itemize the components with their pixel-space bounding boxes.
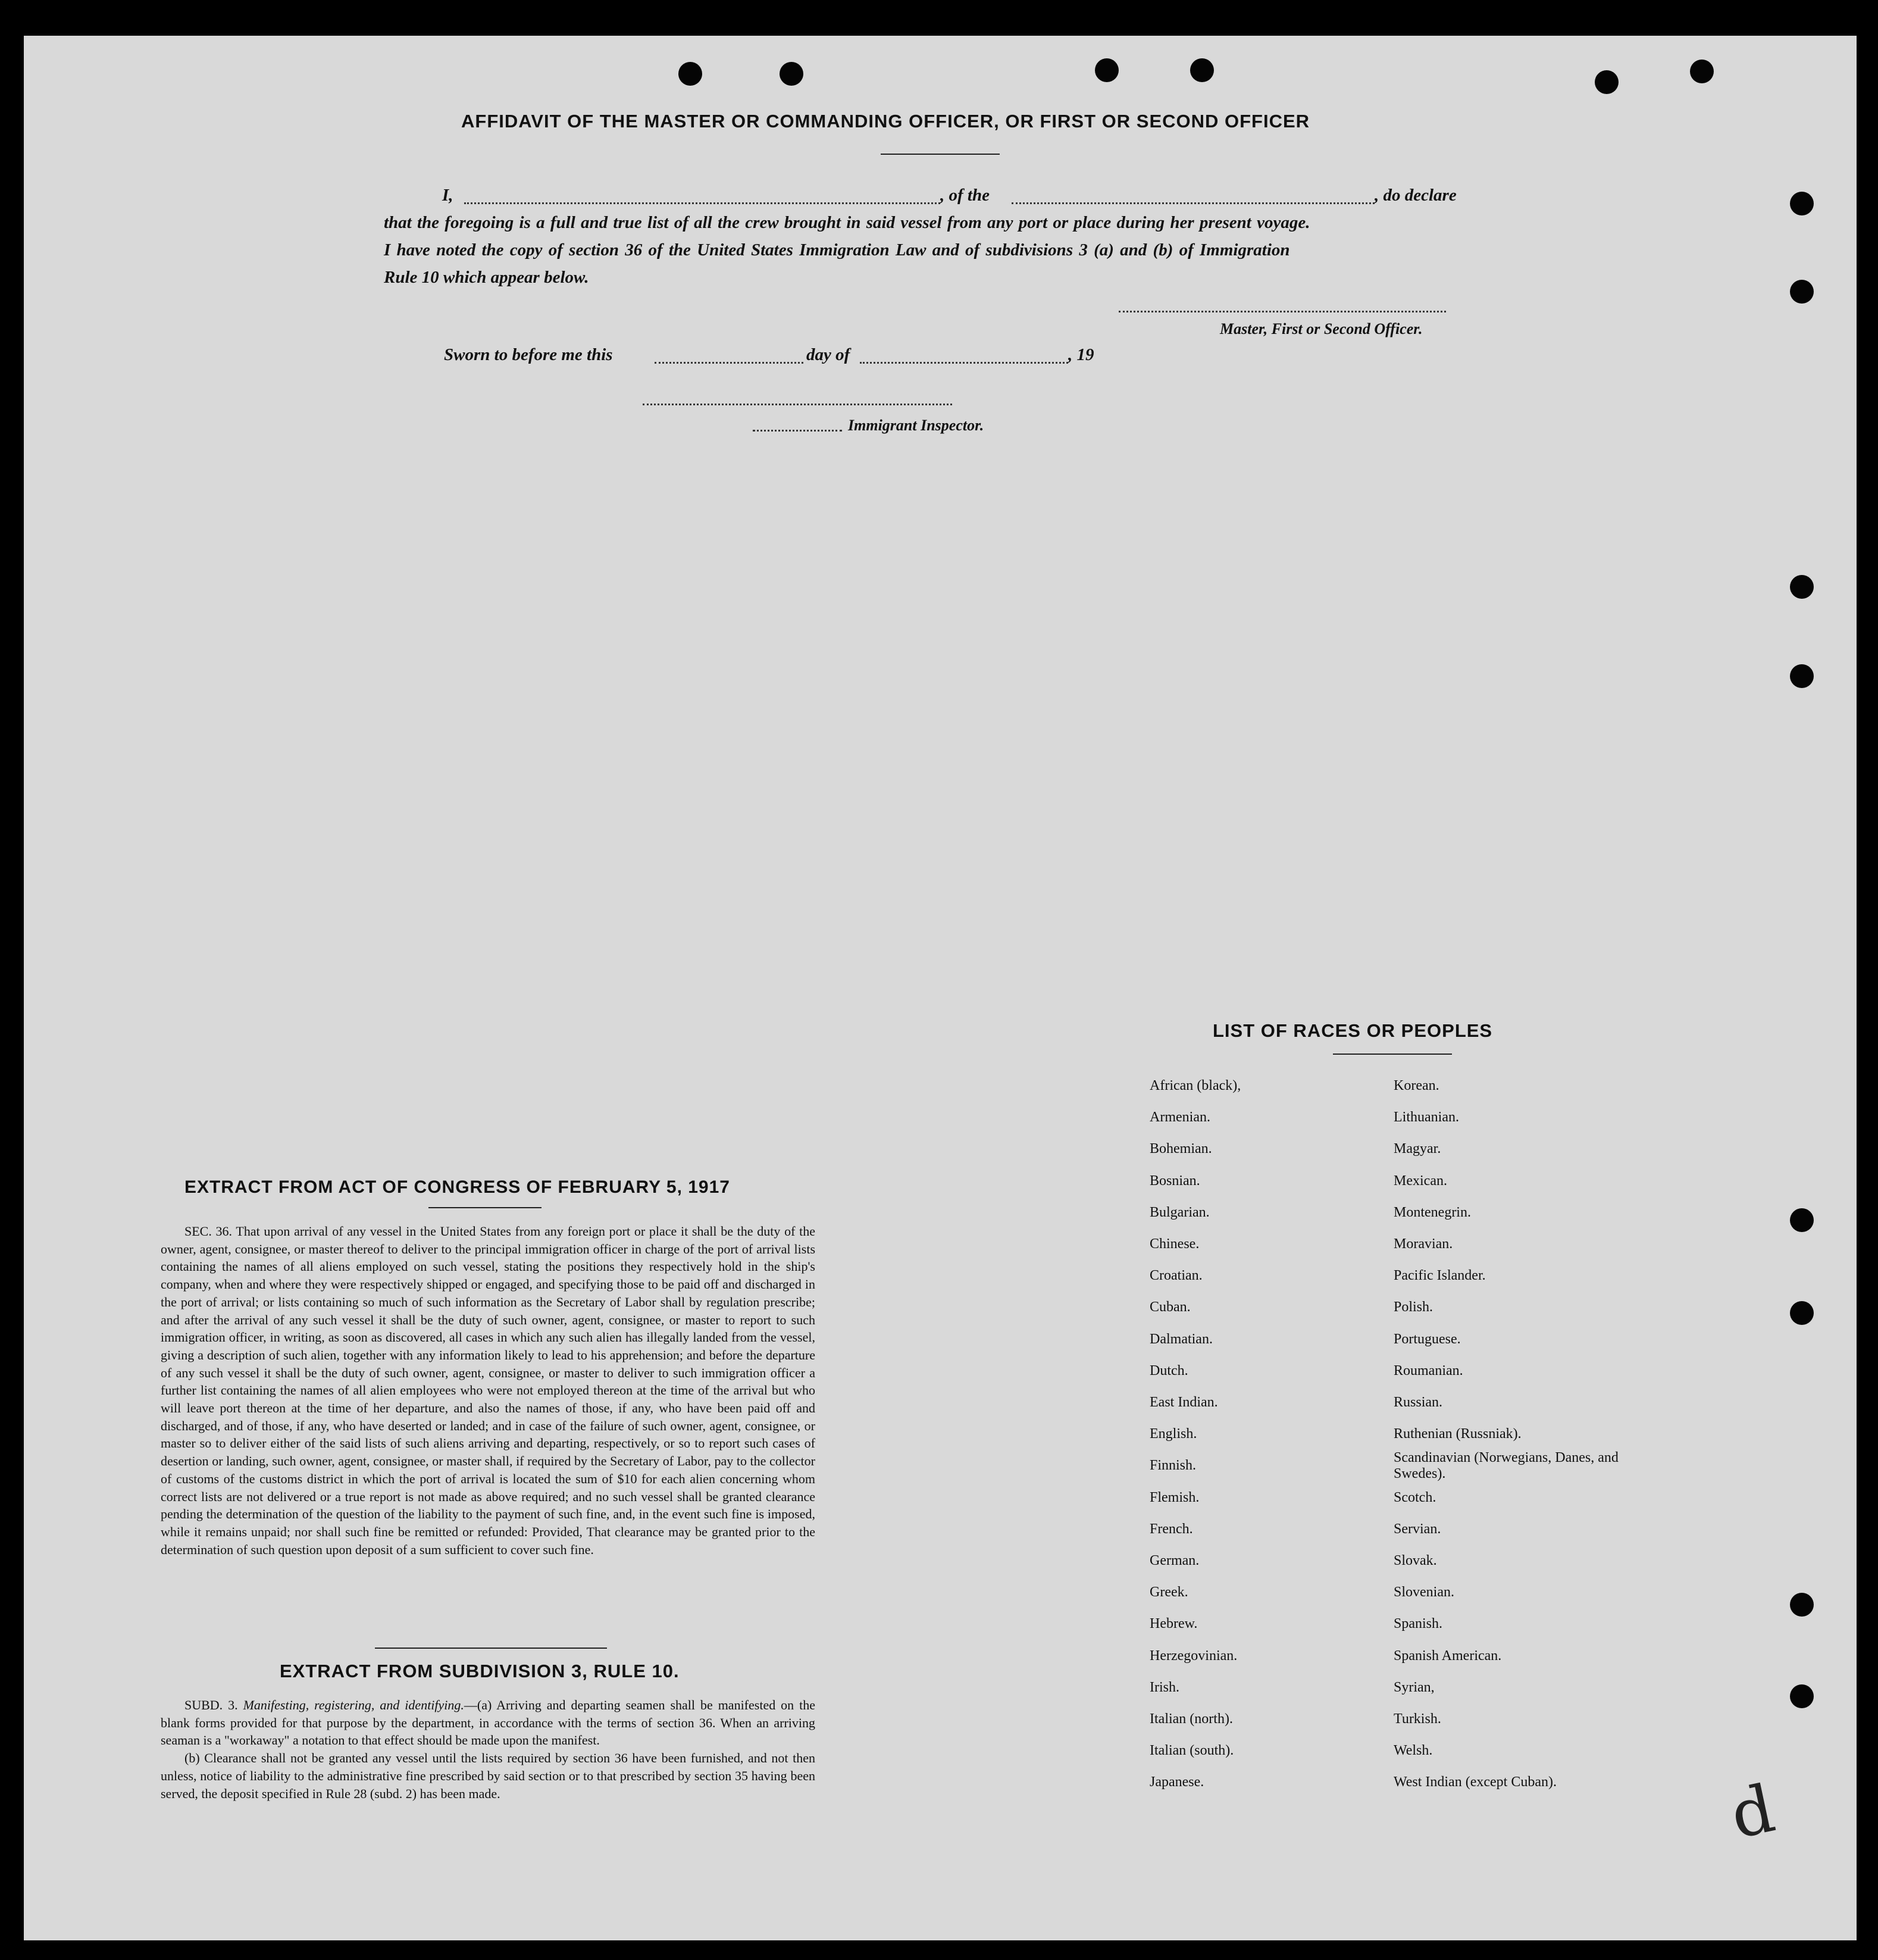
race-item: French. [1150, 1521, 1193, 1537]
affidavit-do-declare: , do declare [1375, 186, 1457, 205]
signature-blank[interactable] [1119, 311, 1446, 312]
document-page [24, 36, 1857, 1940]
race-item: Polish. [1394, 1299, 1433, 1315]
race-item: Hebrew. [1150, 1616, 1198, 1632]
rule-para-a-prefix: SUBD. 3. [184, 1698, 238, 1712]
race-item: Turkish. [1394, 1711, 1441, 1727]
race-item: Greek. [1150, 1584, 1188, 1600]
race-item: Scandinavian (Norwegians, Danes, and Swedes). [1394, 1450, 1619, 1482]
act-end-rule [375, 1648, 607, 1649]
race-item: Bosnian. [1150, 1173, 1200, 1189]
race-item: Magyar. [1394, 1141, 1441, 1157]
race-item: Russian. [1394, 1395, 1443, 1411]
signature-caption: Master, First or Second Officer. [1220, 320, 1423, 337]
race-item: Finnish. [1150, 1458, 1197, 1474]
race-item: Armenian. [1150, 1109, 1210, 1126]
rule-para-a-text: —(a) Arriving and departing seamen shall be manifested on the blank forms provided for that purpose by the department, in accordance with the terms of section 36. When an arriving seaman is a "workaway" a notation to that effect should be made upon the manifest. [161, 1698, 815, 1748]
race-item: Cuban. [1150, 1299, 1191, 1315]
sworn-year: , 19 [1068, 345, 1094, 364]
race-item: African (black), [1150, 1078, 1241, 1093]
handwritten-mark: d [1724, 1770, 1781, 1853]
punch-hole [1790, 280, 1814, 304]
punch-hole [1790, 1208, 1814, 1232]
races-left-column [1150, 1070, 1388, 1799]
punch-hole [1790, 1593, 1814, 1617]
rule-para-b: (b) Clearance shall not be granted any vessel until the lists required by section 36 have been furnished, and not then unless, notice of liability to the administrative fine prescribed by said section or to that prescribed by section 35 having been served, the deposit specified in Rule 28 (subd. 2) has been made. [161, 1750, 815, 1801]
race-item: English. [1150, 1426, 1197, 1442]
inspector-caption: Immigrant Inspector. [848, 417, 984, 434]
race-item: Slovenian. [1394, 1584, 1454, 1600]
punch-hole [1790, 1684, 1814, 1708]
race-item: Flemish. [1150, 1489, 1200, 1505]
punch-hole [1595, 70, 1619, 94]
race-item: Italian (south). [1150, 1743, 1234, 1759]
race-item: Welsh. [1394, 1743, 1433, 1759]
race-item: Korean. [1394, 1078, 1439, 1093]
punch-hole [780, 62, 803, 86]
affidavit-line-4: Rule 10 which appear below. [384, 268, 589, 287]
race-item: Irish. [1150, 1679, 1179, 1695]
race-item: Herzegovinian. [1150, 1648, 1238, 1664]
title-rule [881, 154, 1000, 155]
affidavit-i: I, [442, 186, 453, 205]
race-item: German. [1150, 1553, 1200, 1569]
punch-hole [678, 62, 702, 86]
race-item: Syrian, [1394, 1679, 1435, 1695]
punch-hole [1690, 60, 1714, 83]
rule-para-a-italic: Manifesting, registering, and identifying. [243, 1698, 464, 1712]
sworn-prefix: Sworn to before me this [444, 345, 613, 364]
affidavit-title: AFFIDAVIT OF THE MASTER OR COMMANDING OFFICER, OR FIRST OR SECOND OFFICER [461, 111, 1310, 132]
race-item: Servian. [1394, 1521, 1441, 1537]
name-blank[interactable] [464, 202, 940, 204]
race-item: Pacific Islander. [1394, 1268, 1486, 1284]
race-item: Dalmatian. [1150, 1331, 1213, 1347]
affidavit-of-the: , of the [940, 186, 990, 205]
race-item: Dutch. [1150, 1362, 1188, 1378]
punch-hole [1790, 1301, 1814, 1325]
race-item: Croatian. [1150, 1268, 1203, 1284]
race-item: West Indian (except Cuban). [1394, 1774, 1557, 1790]
inspector-short-blank[interactable] [753, 430, 842, 432]
act-section-36 [161, 1223, 815, 1558]
races-title-rule [1333, 1054, 1452, 1055]
punch-hole [1790, 575, 1814, 599]
races-right-column [1394, 1070, 1655, 1799]
punch-hole [1790, 664, 1814, 688]
race-item: Bulgarian. [1150, 1204, 1210, 1220]
race-item: Japanese. [1150, 1774, 1204, 1790]
rule-extract-title: EXTRACT FROM SUBDIVISION 3, RULE 10. [280, 1661, 680, 1681]
race-item: Montenegrin. [1394, 1204, 1471, 1220]
act-extract-title: EXTRACT FROM ACT OF CONGRESS OF FEBRUARY 5, 1917 [184, 1177, 730, 1197]
punch-hole [1190, 58, 1214, 82]
punch-hole [1790, 192, 1814, 215]
race-item: East Indian. [1150, 1395, 1218, 1411]
vessel-blank[interactable] [1012, 202, 1375, 204]
race-item: Ruthenian (Russniak). [1394, 1426, 1522, 1442]
month-blank[interactable] [860, 362, 1068, 364]
race-item: Mexican. [1394, 1173, 1447, 1189]
race-item: Spanish. [1394, 1616, 1443, 1632]
race-item: Italian (north). [1150, 1711, 1233, 1727]
race-item: Roumanian. [1394, 1362, 1463, 1378]
punch-hole [1095, 58, 1119, 82]
affidavit-line-2: that the foregoing is a full and true list of all the crew brought in said vessel from any port or place during her present voyage. [384, 213, 1310, 232]
race-item: Chinese. [1150, 1236, 1200, 1252]
rule-para-a [161, 1696, 815, 1749]
race-item: Bohemian. [1150, 1141, 1212, 1157]
race-item: Slovak. [1394, 1553, 1437, 1569]
sworn-day-of: day of [806, 345, 850, 364]
races-title: LIST OF RACES OR PEOPLES [1213, 1020, 1493, 1041]
race-item: Scotch. [1394, 1489, 1436, 1505]
rule-extract-body [161, 1696, 815, 1802]
act-section-36-text: SEC. 36. That upon arrival of any vessel in the United States from any foreign port or place it shall be the duty of the owner, agent, consignee, or master thereof to deliver to the principal immigration officer in charge of the port of arrival lists containing the names of all aliens employed on such vessel, stating the positions they respectively hold in the ship's company, when and where they were respectively shipped or engaged, and specifying those to be paid off and discharged in the port of arrival; or lists containing so much of such information as the Secretary of Labor shall by regulation prescribe; and after the arrival of any such vessel it shall be the duty of such owner, agent, consignee, or master to report to such immigration officer, in writing, as soon as discovered, all cases in which any such alien has illegally landed from the vessel, giving a description of such alien, together with any information likely to lead to his apprehension; and before the departure of any such vessel it shall be the duty of such owner, agent, consignee, or master to deliver to such immigration officer a further list containing the names of all alien employees who were not employed thereon at the time of the arrival but who will leave port thereon at the time of her departure, and also the names of those, if any, who have been paid off and discharged, and of those, if any, who have deserted or landed; and in case of the failure of such owner, agent, consignee, or master so to deliver either of the said lists of such aliens arriving and departing, respectively, or so to report such cases of desertion or landing, such owner, agent, consignee, or master shall, if required by the Secretary of Labor, pay to the collector of customs of the customs district in which the port of arrival is located the sum of $10 for each alien concerning whom correct lists are not delivered or a true report is not made as above required; and no such vessel shall be granted clearance pending the determination of the question of the liability to the payment of such fine, and, in the event such fine is imposed, while it remains unpaid; nor shall such fine be remitted or refunded: Provided, That clearance may be granted prior to the determination of such question upon deposit of a sum sufficient to cover such fine. [161, 1224, 815, 1557]
day-blank[interactable] [655, 362, 803, 364]
act-title-rule [428, 1207, 542, 1208]
affidavit-line-3: I have noted the copy of section 36 of the United States Immigration Law and of subdivisions 3 (a) and (b) of Immigration [384, 240, 1290, 260]
race-item: Portuguese. [1394, 1331, 1461, 1347]
race-item: Lithuanian. [1394, 1109, 1459, 1126]
inspector-signature-blank[interactable] [643, 404, 952, 405]
race-item: Moravian. [1394, 1236, 1453, 1252]
race-item: Spanish American. [1394, 1648, 1502, 1664]
